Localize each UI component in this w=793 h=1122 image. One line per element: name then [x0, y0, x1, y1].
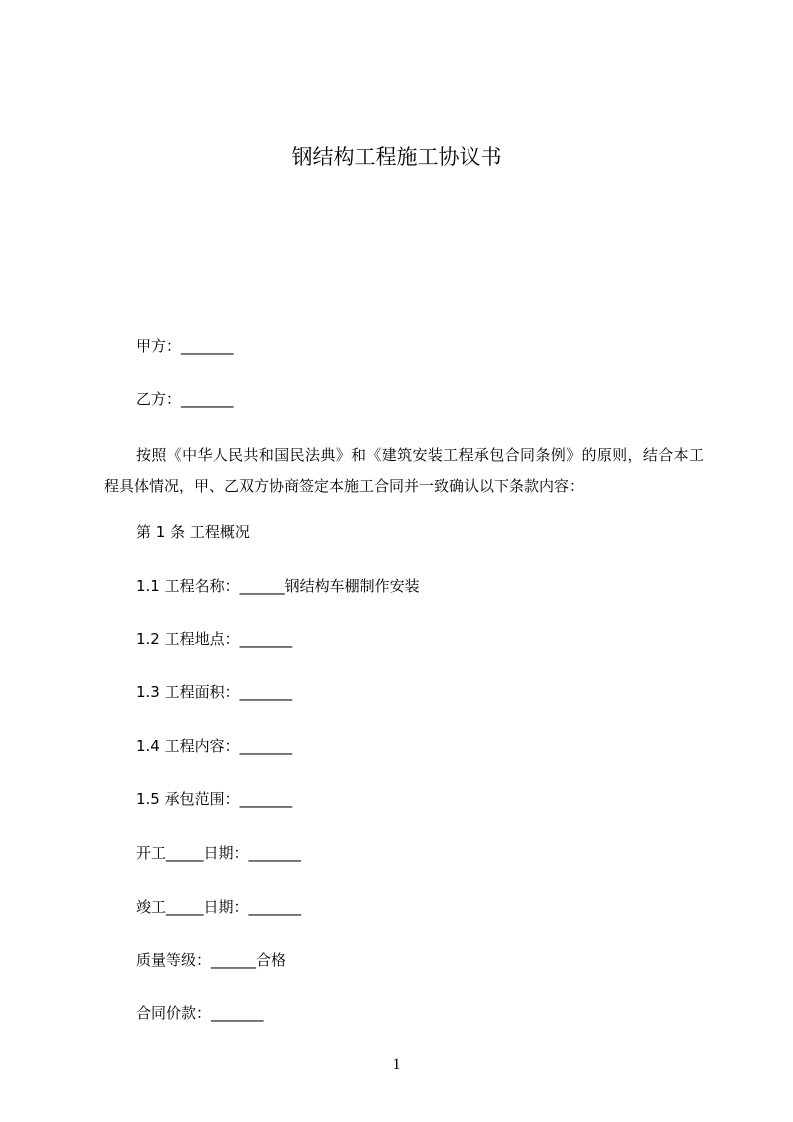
item-project-location: 1.2 工程地点：_______: [136, 630, 293, 648]
item-contract-scope: 1.5 承包范围：_______: [136, 790, 293, 808]
item-project-name: 1.1 工程名称：______钢结构车棚制作安装: [136, 577, 420, 595]
end-date-line: 竣工_____日期：_______: [136, 898, 302, 916]
contract-price-line: 合同价款：_______: [136, 1004, 264, 1022]
article1-heading: 第 1 条 工程概况: [136, 523, 250, 541]
party-b-line: 乙方：_______: [136, 390, 234, 408]
start-date-line: 开工_____日期：_______: [136, 844, 302, 862]
page-number: 1: [392, 1056, 401, 1073]
party-a-line: 甲方：_______: [136, 337, 234, 355]
intro-paragraph: 按照《中华人民共和国民法典》和《建筑安装工程承包合同条例》的原则，结合本工程具体情况，甲、乙双方协商签定本施工合同并一致确认以下条款内容：: [104, 446, 704, 495]
item-project-area: 1.3 工程面积：_______: [136, 683, 293, 701]
item-project-content: 1.4 工程内容：_______: [136, 737, 293, 755]
document-title: 钢结构工程施工协议书: [291, 145, 502, 169]
quality-grade-line: 质量等级：______合格: [136, 951, 287, 969]
